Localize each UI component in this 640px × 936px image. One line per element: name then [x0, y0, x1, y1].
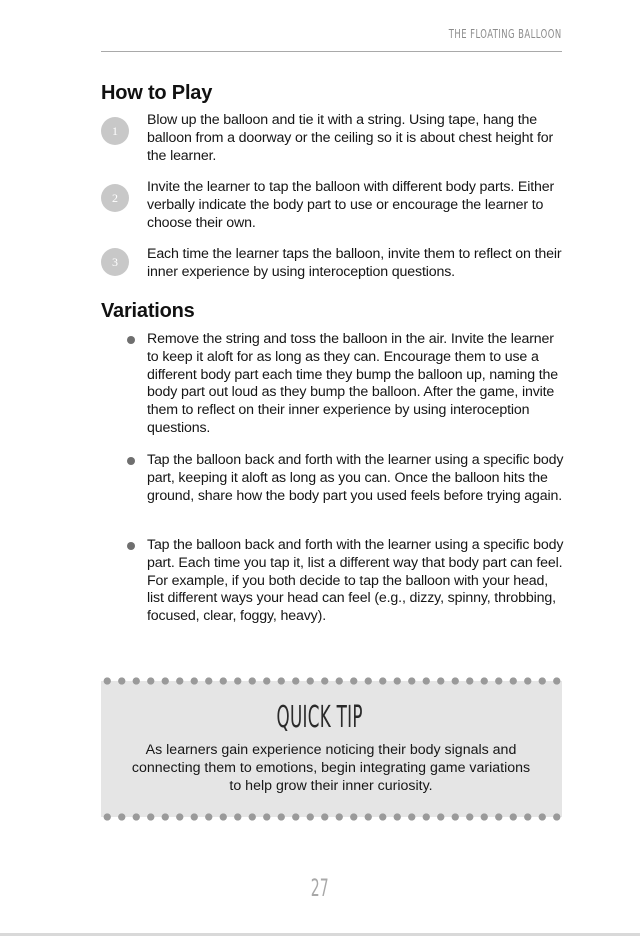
variation-text: Tap the balloon back and forth with the learner using a specific body part, keeping it aloft as long as you can. Once the balloon hits the ground, share how the body part you used feels before trying again. — [147, 452, 564, 504]
bullet-icon — [127, 542, 135, 550]
step-number-badge: 1 — [101, 117, 129, 145]
variation-text: Remove the string and toss the balloon in the air. Invite the learner to keep it aloft for as long as they can. Encourage them to use a different body part each time they bump the balloon up, naming the body part out loud as they bump the balloon. After the game, invite them to reflect on their inner experience by using interoception questions. — [147, 331, 559, 436]
tip-top-dot-border — [100, 677, 564, 685]
page-number-text: 27 — [311, 874, 329, 902]
bullet-icon — [127, 336, 135, 344]
step-number-badge: 3 — [101, 248, 129, 276]
quick-tip-text: As learners gain experience noticing their body signals and connecting them to emotions, begin integrating game variations to help grow their inner curiosity. — [131, 742, 531, 794]
quick-tip-title-text: QUICK TIP — [276, 700, 364, 735]
step-text: Invite the learner to tap the balloon with different body parts. Either verbally indicate the body part to use or encourage the learner to choose their own. — [147, 179, 555, 231]
step-text: Blow up the balloon and tie it with a string. Using tape, hang the balloon from a doorway or the ceiling so it is about chest height for the learner. — [147, 112, 554, 164]
page-number — [0, 874, 640, 902]
step-number-badge: 2 — [101, 184, 129, 212]
variation-text: Tap the balloon back and forth with the learner using a specific body part. Each time you tap it, list a different way that body part can feel. For example, if you both decide to tap the balloon with your head, list different ways your head can feel (e.g., dizzy, spinny, throbbing, focused, clear, foggy, heavy). — [147, 537, 564, 625]
step-text: Each time the learner taps the balloon, invite them to reflect on their inner experience by using interoception questions. — [147, 246, 562, 280]
how-to-play-heading: How to Play — [101, 82, 213, 104]
bullet-icon — [127, 457, 135, 465]
running-header: THE FLOATING BALLOON — [449, 27, 562, 41]
quick-tip-title — [0, 700, 640, 735]
variations-heading: Variations — [101, 300, 195, 322]
tip-bottom-dot-border — [100, 813, 564, 821]
header-divider — [101, 51, 562, 52]
